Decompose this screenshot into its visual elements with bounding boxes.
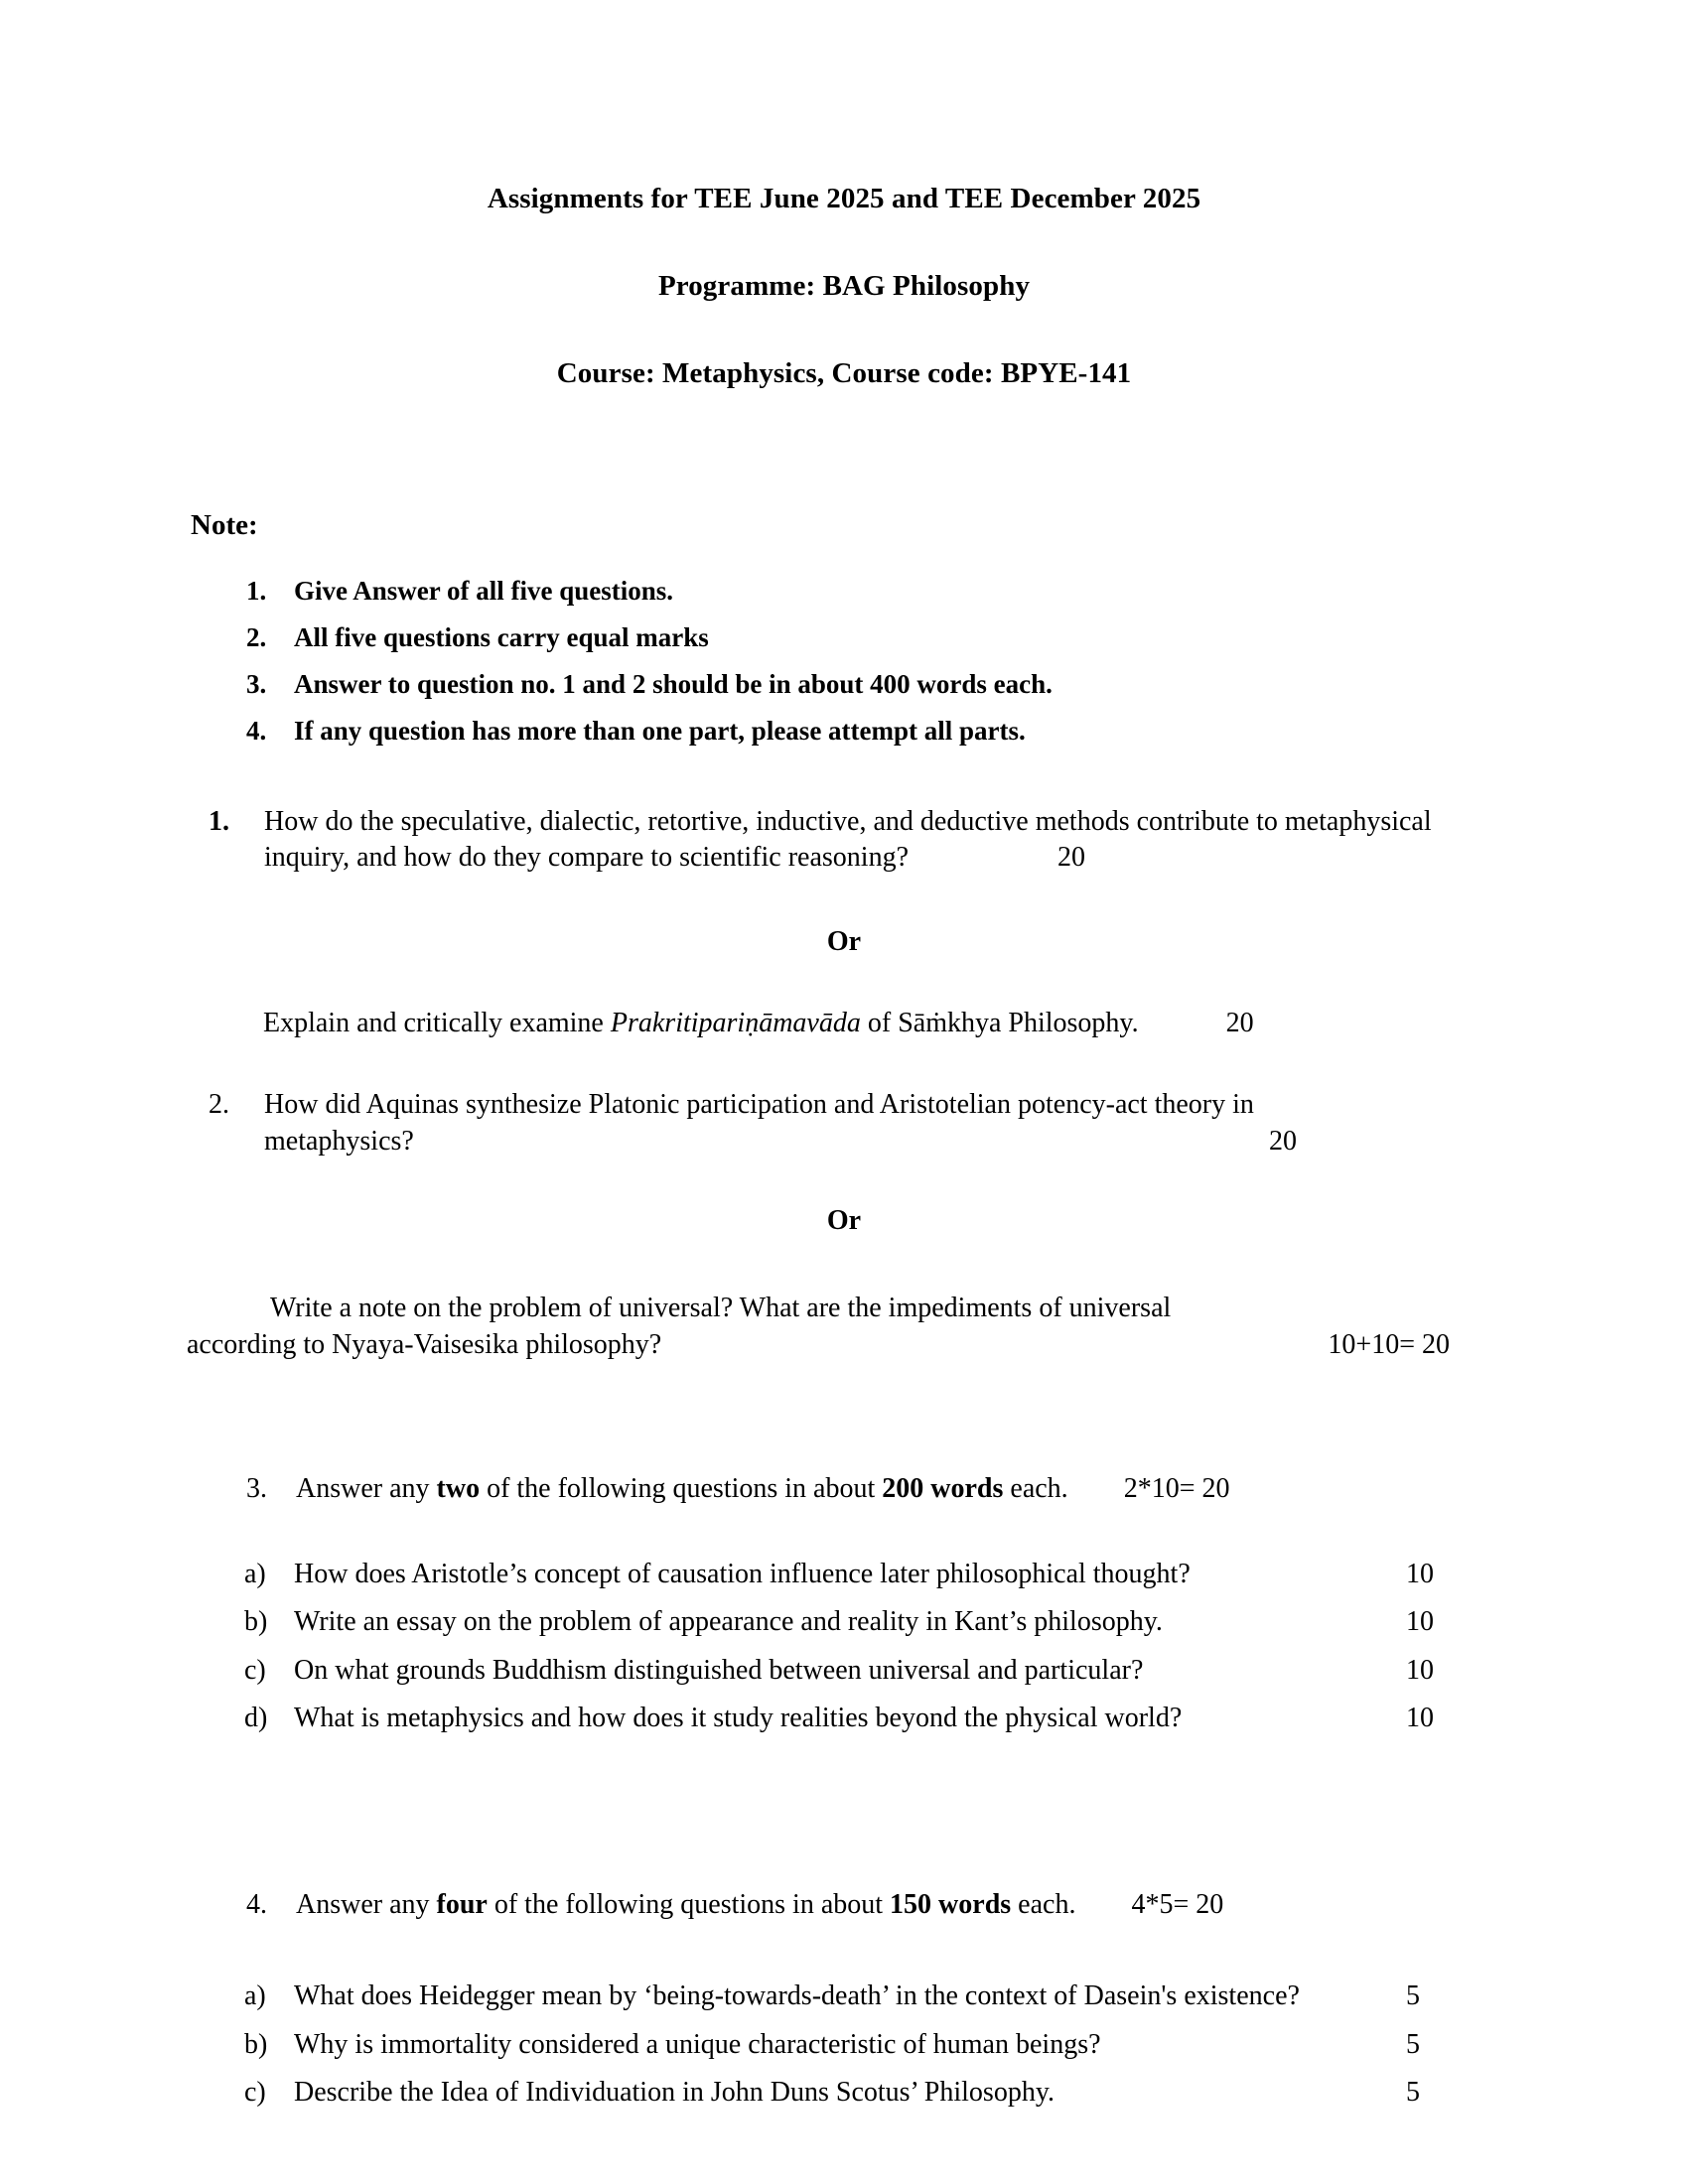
note-item-text: All five questions carry equal marks [294, 622, 709, 652]
question-2 [209, 1087, 1688, 1160]
list-item [244, 1653, 1688, 1689]
note-item-marker: 1. [246, 576, 267, 606]
question-3-sub-list [0, 1557, 1688, 1737]
sub-item-marks: 5 [1406, 2028, 1420, 2060]
note-list [0, 578, 1688, 745]
q4-instruction-bold2: 150 words [890, 1889, 1012, 1921]
note-item [246, 671, 1688, 698]
question-3-header [246, 1472, 1688, 1504]
question-3-marker: 3. [246, 1472, 267, 1504]
sub-item-marker: a) [244, 1558, 266, 1589]
question-3-marks: 2*10= 20 [1123, 1472, 1230, 1504]
note-item-text: Answer to question no. 1 and 2 should be in about 400 words each. [294, 669, 1053, 699]
alt1-italic-term: Prakritipariṇāmavāda [610, 1007, 861, 1038]
alt1-text-after: of Sāṁkhya Philosophy. [860, 1007, 1139, 1038]
question-1 [209, 804, 1688, 877]
or-separator-2: Or [826, 1204, 862, 1236]
sub-item-body [294, 1557, 1446, 1592]
question-4-marker: 4. [246, 1889, 267, 1921]
question-1-marks: 20 [1057, 842, 1085, 874]
note-item [246, 718, 1688, 745]
sub-item-text: Why is immortality considered a unique characteristic of human beings? [294, 2028, 1101, 2060]
sub-item-marks: 5 [1406, 1980, 1420, 2012]
question-1-alternative [263, 1006, 1688, 1041]
note-item-text: If any question has more than one part, please attempt all parts. [294, 716, 1026, 746]
list-item [244, 1979, 1688, 2014]
sub-item-text: Write an essay on the problem of appearance and reality in Kant’s philosophy. [294, 1606, 1163, 1638]
sub-item-text: What does Heidegger mean by ‘being-towards-death’ in the context of Dasein's existence? [294, 1980, 1300, 2012]
sub-item-text: How does Aristotle’s concept of causation influence later philosophical thought? [294, 1558, 1191, 1589]
sub-item-body [294, 1701, 1446, 1736]
question-4-header [246, 1891, 1688, 1919]
question-1-alternative-marks: 20 [1225, 1007, 1254, 1038]
question-2-alternative-marks: 10+10= 20 [1328, 1328, 1450, 1360]
question-2-text-line2: metaphysics? [264, 1125, 414, 1157]
q4-instruction-bold1: four [436, 1889, 488, 1921]
question-2-marks: 20 [1269, 1125, 1297, 1157]
sub-item-body [294, 1604, 1446, 1640]
document-header [0, 185, 1688, 388]
question-1-text: How do the speculative, dialectic, retortive, inductive, and deductive methods contribute to metaphysical inquiry, and how do they compare to scientific reasoning? [264, 806, 1432, 874]
note-item-marker: 3. [246, 669, 267, 699]
sub-item-marker: a) [244, 1980, 266, 2012]
note-item [246, 624, 1688, 651]
sub-item-text: Describe the Idea of Individuation in John Duns Scotus’ Philosophy. [294, 2077, 1055, 2109]
alt1-text-before: Explain and critically examine [263, 1007, 611, 1038]
list-item [244, 2027, 1688, 2063]
sub-item-body [294, 1653, 1446, 1689]
list-item [244, 1604, 1688, 1640]
q3-instruction-bold1: two [436, 1472, 481, 1504]
question-2-marker: 2. [209, 1089, 229, 1121]
q3-instruction-bold2: 200 words [882, 1472, 1004, 1504]
sub-item-text: What is metaphysics and how does it study realities beyond the physical world? [294, 1703, 1183, 1734]
question-2-alternative-line1: Write a note on the problem of universal? What are the impediments of universal [270, 1292, 1172, 1323]
list-item [244, 1557, 1688, 1592]
page-title: Assignments for TEE June 2025 and TEE December 2025 [487, 183, 1201, 214]
question-2-alternative-text2: according to Nyaya-Vaisesika philosophy? [187, 1328, 662, 1360]
question-4-marks: 4*5= 20 [1131, 1889, 1224, 1921]
sub-item-marks: 10 [1406, 1606, 1434, 1638]
question-1-marker: 1. [209, 806, 229, 837]
sub-item-body [294, 2075, 1446, 2111]
q3-instruction-part3: each. [1003, 1472, 1068, 1504]
question-2-line2 [264, 1124, 1386, 1160]
q4-instruction-part3: each. [1011, 1889, 1076, 1921]
or-separator-1: Or [826, 925, 862, 957]
sub-item-marker: c) [244, 1654, 266, 1686]
sub-item-marker: c) [244, 2077, 266, 2109]
question-2-alternative [0, 1291, 1688, 1364]
list-item [244, 2075, 1688, 2111]
note-label: Note: [191, 509, 258, 541]
question-2-text-line1: How did Aquinas synthesize Platonic participation and Aristotelian potency-act theory in [264, 1089, 1254, 1121]
q4-instruction-part1: Answer any [296, 1889, 437, 1921]
sub-item-marker: b) [244, 2028, 268, 2060]
sub-item-body [294, 1979, 1446, 2014]
sub-item-marker: b) [244, 1606, 268, 1638]
question-3-instruction [296, 1472, 1068, 1504]
q3-instruction-part2: of the following questions in about [480, 1472, 883, 1504]
question-4-instruction [296, 1891, 1075, 1919]
q3-instruction-part1: Answer any [296, 1472, 437, 1504]
sub-item-marks: 10 [1406, 1654, 1434, 1686]
question-2-body [264, 1087, 1386, 1160]
question-4-sub-list [0, 1979, 1688, 2111]
note-item-marker: 4. [246, 716, 267, 746]
note-item-text: Give Answer of all five questions. [294, 576, 674, 606]
list-item [244, 1701, 1688, 1736]
q4-instruction-part2: of the following questions in about [487, 1889, 891, 1921]
course-title: Course: Metaphysics, Course code: BPYE-141 [556, 357, 1132, 389]
sub-item-text: On what grounds Buddhism distinguished between universal and particular? [294, 1654, 1144, 1686]
sub-item-body [294, 2027, 1446, 2063]
question-1-alternative-text [263, 1006, 1139, 1041]
sub-item-marks: 10 [1406, 1703, 1434, 1734]
sub-item-marks: 5 [1406, 2077, 1420, 2109]
question-2-alternative-line2 [187, 1327, 1688, 1364]
sub-item-marker: d) [244, 1703, 268, 1734]
note-item [246, 578, 1688, 605]
question-1-body [264, 804, 1499, 877]
sub-item-marks: 10 [1406, 1558, 1434, 1589]
note-item-marker: 2. [246, 622, 267, 652]
programme-title: Programme: BAG Philosophy [657, 270, 1031, 302]
